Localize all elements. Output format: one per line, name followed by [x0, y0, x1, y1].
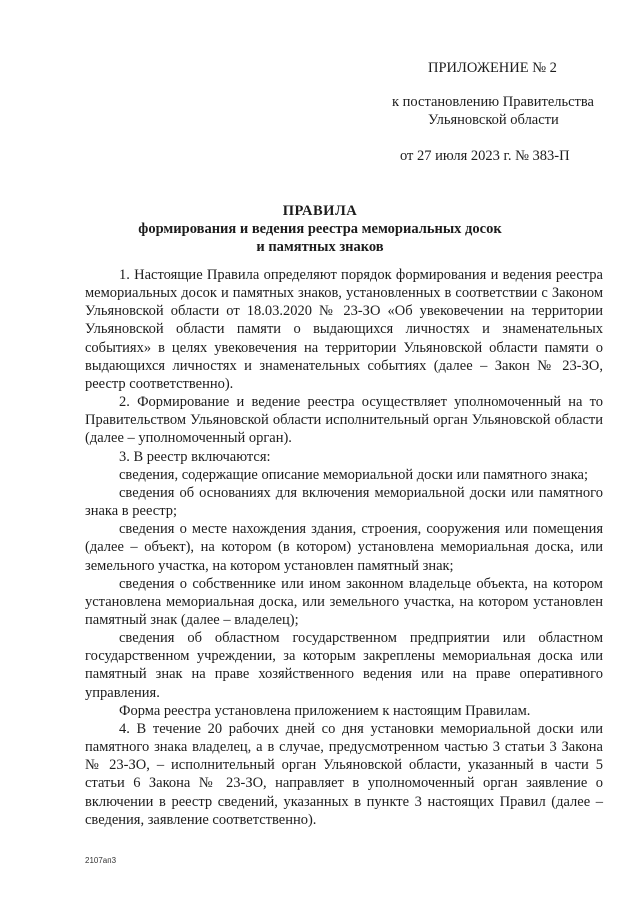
resolution-reference-line2: Ульяновской области — [428, 112, 559, 128]
footer-document-code: 2107ап3 — [85, 856, 117, 865]
paragraph-4: 4. В течение 20 рабочих дней со дня установки мемориальной доски или памятного знака владелец, а в случае, предусмотренном частью 3 статьи 3 Закона № 23-ЗО, – исполнительный орган Ульяновской области, указанный в части 5 статьи 6 Закона № 23-ЗО, направляет в уполномоченный орган заявление о включении в реестр сведений, указанных в пункте 3 настоящих Правил (далее – сведения, заявление соответственно). — [85, 720, 603, 828]
paragraph-2: 2. Формирование и ведение реестра осуществляет уполномоченный на то Правительством Ульяновской области исполнительный орган Ульяновской области (далее – уполномоченный орган). — [85, 394, 603, 447]
resolution-reference-line1: к постановлению Правительства — [392, 94, 594, 110]
resolution-date: от 27 июля 2023 г. № 383-П — [400, 148, 570, 164]
document-subtitle-line1: формирования и ведения реестра мемориальных досок — [138, 221, 502, 237]
paragraph-1: 1. Настоящие Правила определяют порядок формирования и ведения реестра мемориальных досок и памятных знаков, установленных в соответствии с Законом Ульяновской области от 18.03.2020 № 23-ЗО «Об увековечении на территории Ульяновской области памяти о выдающихся личностях и знаменательных событиях» в целях увековечения на территории Ульяновской области памяти о выдающихся личностях и знаменательных событиях (далее – Закон № 23-ЗО, реестр соответственно). — [85, 267, 603, 392]
paragraph-3: 3. В реестр включаются: — [119, 448, 271, 465]
paragraph-3-item-4: сведения о собственнике или ином законном владельце объекта, на котором установлена мемориальная доска, или земельного участка, на котором установлен памятный знак (далее – владелец); — [85, 575, 603, 628]
appendix-title: ПРИЛОЖЕНИЕ № 2 — [428, 60, 557, 76]
paragraph-form-note: Форма реестра установлена приложением к настоящим Правилам. — [119, 702, 531, 719]
paragraph-3-item-1: сведения, содержащие описание мемориальной доски или памятного знака; — [119, 466, 589, 483]
document-title: ПРАВИЛА — [282, 203, 358, 219]
paragraph-3-item-5: сведения об областном государственном предприятии или областном государственном учреждении, за которым закреплены мемориальная доска или памятный знак на праве хозяйственного ведения или на праве оперативного управления. — [85, 630, 603, 701]
paragraph-3-item-3: сведения о месте нахождения здания, строения, сооружения или помещения (далее – объект), на котором (в котором) установлена мемориальная доска, или земельного участка, на котором установлен памятный знак; — [85, 521, 603, 574]
document-subtitle-line2: и памятных знаков — [256, 239, 384, 255]
document-body — [85, 266, 603, 829]
paragraph-3-item-2: сведения об основаниях для включения мемориальной доски или памятного знака в реестр; — [85, 484, 603, 520]
